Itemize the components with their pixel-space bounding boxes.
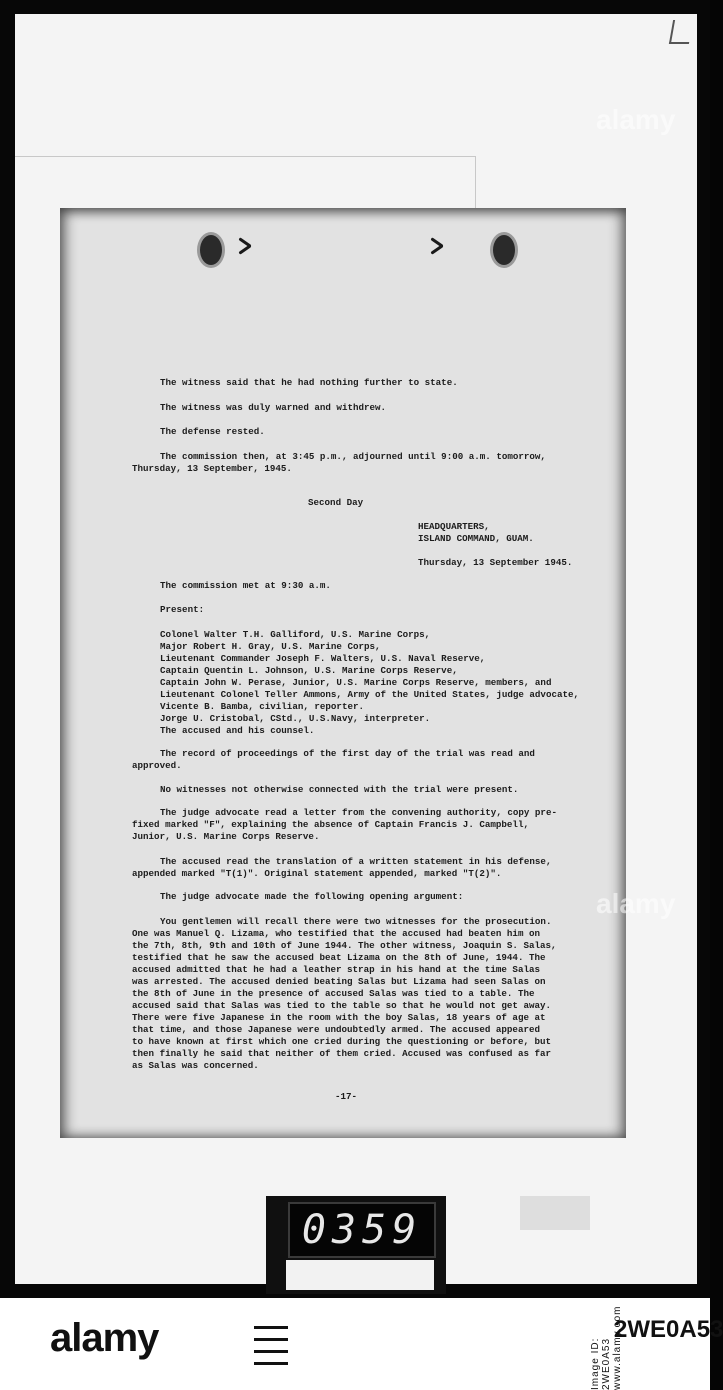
text-line: Present: <box>160 604 205 615</box>
text-line: The witness said that he had nothing further to state. <box>160 377 458 388</box>
counter-label-plate <box>286 1260 434 1290</box>
text-line: accused said that Salas was tied to the table so that he would not get away. <box>132 1000 552 1011</box>
text-line: Thursday, 13 September, 1945. <box>132 463 292 474</box>
text-line: No witnesses not otherwise connected with the trial were present. <box>160 784 519 795</box>
text-line: ISLAND COMMAND, GUAM. <box>418 533 534 544</box>
text-line: as Salas was concerned. <box>132 1060 259 1071</box>
text-line: Colonel Walter T.H. Galliford, U.S. Marine Corps, <box>160 629 431 640</box>
text-line: The commission then, at 3:45 p.m., adjourned until 9:00 a.m. tomorrow, <box>160 451 546 462</box>
text-line: that time, and those Japanese were undoubtedly armed. The accused appeared <box>132 1024 540 1035</box>
image-id: 2WE0A53 <box>614 1316 723 1343</box>
text-line: Thursday, 13 September 1945. <box>418 557 573 568</box>
text-line: HEADQUARTERS, <box>418 521 490 532</box>
text-line: Junior, U.S. Marine Corps Reserve. <box>132 831 320 842</box>
text-line: the 8th of June in the presence of accused Salas was tied to a table. The <box>132 988 535 999</box>
page-number: -17- <box>335 1091 358 1102</box>
sheet-edge <box>15 156 475 157</box>
text-line: accused admitted that he had a leather strap in his hand at the time Salas <box>132 964 540 975</box>
text-line: Jorge U. Cristobal, CStd., U.S.Navy, interpreter. <box>160 713 431 724</box>
text-line: The commission met at 9:30 a.m. <box>160 580 331 591</box>
frame-counter <box>266 1196 446 1294</box>
logo-lines-icon <box>254 1318 294 1372</box>
text-line: then finally he said that neither of them cried. Accused was confused as far <box>132 1048 552 1059</box>
text-line: Lieutenant Colonel Teller Ammons, Army of the United States, judge advocate, <box>160 689 580 700</box>
text-line: The record of proceedings of the first day of the trial was read and <box>160 748 535 759</box>
watermark-code: Image ID: 2WE0A53 www.alamy.com <box>590 1305 623 1390</box>
document-body <box>60 208 626 1138</box>
text-line: approved. <box>132 760 182 771</box>
text-line: testified that he saw the accused beat Lizama on the 8th of June, 1944. The <box>132 952 546 963</box>
text-line: Captain John W. Perase, Junior, U.S. Marine Corps Reserve, members, and <box>160 677 552 688</box>
section-heading: Second Day <box>308 497 364 508</box>
watermark-overlay: alamy <box>596 888 676 919</box>
text-line: One was Manuel Q. Lizama, who testified that the accused had beaten him on <box>132 928 540 939</box>
text-line: The accused and his counsel. <box>160 725 315 736</box>
text-line: was arrested. The accused denied beating Salas but Lizama had seen Salas on <box>132 976 546 987</box>
text-line: Vicente B. Bamba, civilian, reporter. <box>160 701 364 712</box>
text-line: appended marked "T(1)". Original statement appended, marked "T(2)". <box>132 868 502 879</box>
alamy-logo: alamy <box>50 1316 159 1360</box>
text-line: The accused read the translation of a written statement in his defense, <box>160 856 552 867</box>
text-line: You gentlemen will recall there were two witnesses for the prosecution. <box>160 916 552 927</box>
paper-scrap <box>520 1196 590 1230</box>
text-line: The defense rested. <box>160 426 265 437</box>
typed-page <box>60 208 626 1138</box>
text-line: the 7th, 8th, 9th and 10th of June 1944. The other witness, Joaquin S. Salas, <box>132 940 557 951</box>
text-line: The witness was duly warned and withdrew. <box>160 402 387 413</box>
watermark-overlay: alamy <box>596 104 676 135</box>
text-line: There were five Japanese in the room with the boy Salas, 18 years of age at <box>132 1012 546 1023</box>
frame-number: 0359 <box>288 1202 436 1258</box>
text-line: Lieutenant Commander Joseph F. Walters, U.S. Naval Reserve, <box>160 653 486 664</box>
text-line: Major Robert H. Gray, U.S. Marine Corps, <box>160 641 381 652</box>
corner-mark <box>669 20 693 44</box>
text-line: The judge advocate made the following opening argument: <box>160 891 464 902</box>
text-line: The judge advocate read a letter from the convening authority, copy pre- <box>160 807 557 818</box>
text-line: Captain Quentin L. Johnson, U.S. Marine Corps Reserve, <box>160 665 458 676</box>
text-line: fixed marked "F", explaining the absence of Captain Francis J. Campbell, <box>132 819 529 830</box>
text-line: to have known at first which one cried during the questioning or before, but <box>132 1036 552 1047</box>
